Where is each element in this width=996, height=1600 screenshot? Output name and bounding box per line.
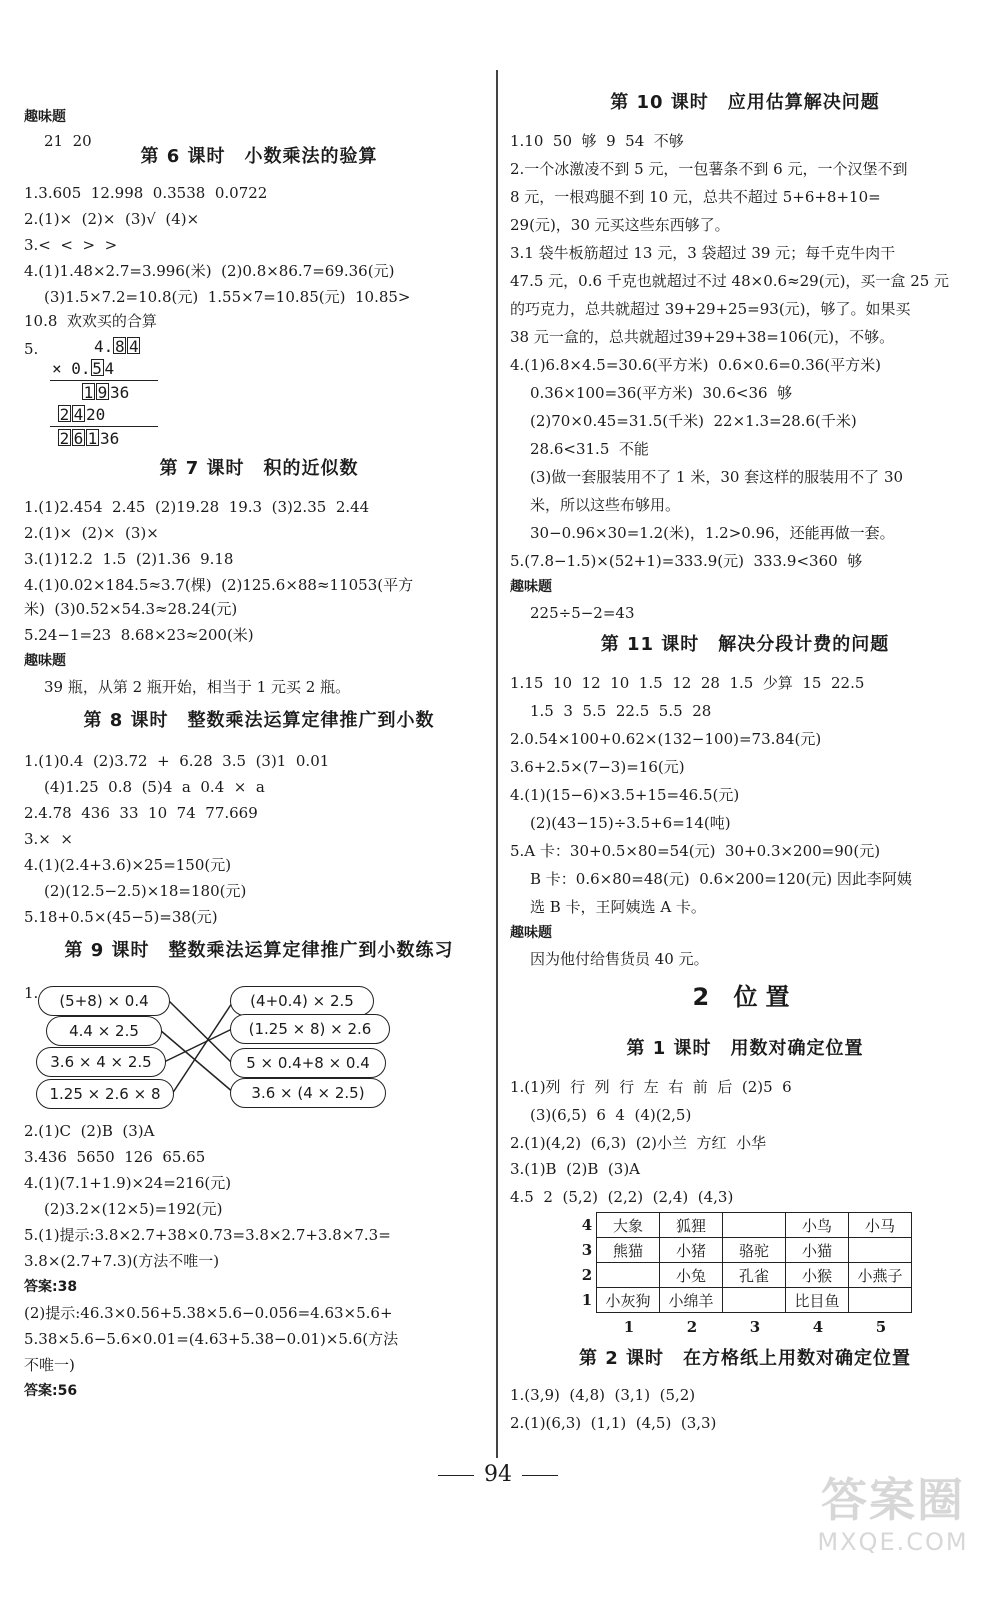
grid-cell: 小马 <box>849 1213 912 1238</box>
answer-line: 4.(1)1.48×2.7=3.996(米) (2)0.8×86.7=69.36(元) <box>24 262 395 280</box>
answer-line: 不唯一) <box>24 1356 75 1374</box>
answer-line: 28.6<31.5 不能 <box>530 440 649 458</box>
column-label: 1 <box>623 1318 635 1336</box>
answer-line: 3.8×(2.7+7.3)(方法不唯一) <box>24 1252 220 1270</box>
unit-2-title: 2 位置 <box>692 983 798 1011</box>
watermark-url: MXQE.COM <box>817 1528 969 1556</box>
answer-line: 3.436 5650 126 65.65 <box>24 1148 206 1166</box>
calc-row-5: 2 6 1 36 <box>59 429 120 448</box>
answer-line: 1.(3,9) (4,8) (3,1) (5,2) <box>510 1386 696 1404</box>
answer-line: 3.1 袋牛板筋超过 13 元，3 袋超过 39 元；每千克牛肉干 <box>510 244 896 262</box>
answer-line: 答案:56 <box>24 1383 78 1399</box>
watermark-logo-text: 答案圈 <box>821 1473 965 1527</box>
question-1-label: 1. <box>24 984 39 1002</box>
vertical-multiplication <box>34 336 174 446</box>
unit-2-lesson-2-title: 第 2 课时 在方格纸上用数对确定位置 <box>578 1348 912 1369</box>
answer-line: 2.0.54×100+0.62×(132−100)=73.84(元) <box>510 730 822 748</box>
lesson-10-title: 第 10 课时 应用估算解决问题 <box>610 92 880 113</box>
column-label: 5 <box>875 1318 887 1336</box>
answer-line: (2)(43−15)÷3.5+6=14(吨) <box>530 814 731 832</box>
calc-row-4: 2 4 20 <box>59 405 106 424</box>
answer-line: 1.10 50 够 9 54 不够 <box>510 132 684 150</box>
lesson-7-title: 第 7 课时 积的近似数 <box>159 458 359 479</box>
grid-cell: 小猴 <box>786 1263 849 1288</box>
row-label: 4 <box>581 1216 593 1234</box>
calc-row-2: × 0. 5 4 <box>52 359 115 378</box>
grid-cell: 比目鱼 <box>786 1288 849 1313</box>
calc-row-3: 1 9 36 <box>83 383 130 402</box>
answer-line: 4.5 2 (5,2) (2,2) (2,4) (4,3) <box>510 1188 734 1206</box>
grid-cell: 小灰狗 <box>597 1288 660 1313</box>
row-label: 3 <box>581 1241 593 1259</box>
answer-line: 3.6+2.5×(7−3)=16(元) <box>510 758 685 776</box>
answer-line: 0.36×100=36(平方米) 30.6<36 够 <box>530 384 793 402</box>
fun-question-label: 趣味题 <box>510 579 552 595</box>
unit-2-lesson-1-title: 第 1 课时 用数对确定位置 <box>626 1038 864 1059</box>
column-label: 2 <box>686 1318 698 1336</box>
column-label: 3 <box>749 1318 761 1336</box>
grid-cell: 小鸟 <box>786 1213 849 1238</box>
answer-line: 5.A 卡：30+0.5×80=54(元) 30+0.3×200=90(元) <box>510 842 881 860</box>
right-expression-cloud: (1.25 × 8) × 2.6 <box>230 1014 390 1044</box>
fun-question-answer: 因为他付给售货员 40 元。 <box>530 950 709 968</box>
answer-line: (4)1.25 0.8 (5)4 a 0.4 × a <box>44 778 265 796</box>
row-label: 2 <box>581 1266 593 1284</box>
answer-line: 2.(1)× (2)× (3)√ (4)× <box>24 210 200 228</box>
answer-line: 1.5 3 5.5 22.5 5.5 28 <box>530 702 712 720</box>
answer-line: 2.(1)(6,3) (1,1) (4,5) (3,3) <box>510 1414 717 1432</box>
fun-question-answer: 225÷5−2=43 <box>530 604 635 622</box>
answer-line: 1.3.605 12.998 0.3538 0.0722 <box>24 184 268 202</box>
answer-line: 1.15 10 12 10 1.5 12 28 1.5 少算 15 22.5 <box>510 674 865 692</box>
answer-line: B 卡：0.6×80=48(元) 0.6×200=120(元) 因此李阿姨 <box>530 870 912 888</box>
answer-line: 答案:38 <box>24 1279 78 1295</box>
grid-cell <box>723 1288 786 1313</box>
grid-cell <box>849 1288 912 1313</box>
answer-line: (3)(6,5) 6 4 (4)(2,5) <box>530 1106 692 1124</box>
answer-line: (2)70×0.45=31.5(千米) 22×1.3=28.6(千米) <box>530 412 857 430</box>
answer-line: 选 B 卡，王阿姨选 A 卡。 <box>530 898 706 916</box>
grid-cell: 骆驼 <box>723 1238 786 1263</box>
grid-cell: 小燕子 <box>849 1263 912 1288</box>
lesson-8-title: 第 8 课时 整数乘法运算定律推广到小数 <box>83 710 435 731</box>
answer-line: 4.(1)0.02×184.5≈3.7(棵) (2)125.6×88≈11053(平方 <box>24 576 414 594</box>
animal-position-grid <box>578 1212 912 1313</box>
answer-line: (2)提示:46.3×0.56+5.38×5.6−0.056=4.63×5.6+ <box>24 1304 393 1322</box>
fun-question-label: 趣味题 <box>24 653 66 669</box>
row-label: 1 <box>581 1291 593 1309</box>
grid-cell: 熊猫 <box>597 1238 660 1263</box>
answer-line: 4.(1)6.8×4.5=30.6(平方米) 0.6×0.6=0.36(平方米) <box>510 356 881 374</box>
calc-line <box>50 426 158 427</box>
answer-line: 5.18+0.5×(45−5)=38(元) <box>24 908 218 926</box>
grid-row <box>578 1213 912 1238</box>
fun-question-answer: 21 20 <box>44 132 92 150</box>
answer-line: 4.(1)(2.4+3.6)×25=150(元) <box>24 856 232 874</box>
answer-line: 3.× × <box>24 830 73 848</box>
grid-row <box>578 1288 912 1313</box>
answer-line: 38 元一盒的，总共就超过39+29+38=106(元)，不够。 <box>510 328 895 346</box>
grid-cell: 大象 <box>597 1213 660 1238</box>
page-number: 94 <box>0 1462 996 1487</box>
answer-line: 47.5 元，0.6 千克也就超过不过 48×0.6≈29(元)，买一盒 25 元 <box>510 272 950 290</box>
page-number-dash <box>522 1475 558 1476</box>
answer-line: 米，所以这些布够用。 <box>530 496 681 514</box>
lesson-6-title: 第 6 课时 小数乘法的验算 <box>140 146 378 167</box>
answer-line: 4.(1)(7.1+1.9)×24=216(元) <box>24 1174 232 1192</box>
grid-cell: 孔雀 <box>723 1263 786 1288</box>
left-expression-cloud: (5+8) × 0.4 <box>38 986 170 1016</box>
answer-line: (3)1.5×7.2=10.8(元) 1.55×7=10.85(元) 10.85> <box>44 288 411 306</box>
answer-line: 2.一个冰激凌不到 5 元，一包薯条不到 6 元，一个汉堡不到 <box>510 160 908 178</box>
grid-cell: 小绵羊 <box>660 1288 723 1313</box>
lesson-11-title: 第 11 课时 解决分段计费的问题 <box>600 634 890 655</box>
calc-line <box>50 380 158 381</box>
answer-line: 5.(7.8−1.5)×(52+1)=333.9(元) 333.9<360 够 <box>510 552 863 570</box>
fun-question-label: 趣味题 <box>510 925 552 941</box>
answer-line: (2)3.2×(12×5)=192(元) <box>44 1200 223 1218</box>
answer-line: (2)(12.5−2.5)×18=180(元) <box>44 882 247 900</box>
grid-cell: 小兔 <box>660 1263 723 1288</box>
answer-line: 8 元，一根鸡腿不到 10 元，总共不超过 5+6+8+10= <box>510 188 881 206</box>
grid-cell: 小猪 <box>660 1238 723 1263</box>
grid-row <box>578 1263 912 1288</box>
grid-cell <box>597 1263 660 1288</box>
answer-line: 的巧克力，总共就超过 39+29+25=93(元)，够了。如果买 <box>510 300 911 318</box>
calc-row-1: 4. 8 4 <box>94 337 139 356</box>
grid-cell: 小猫 <box>786 1238 849 1263</box>
match-line <box>164 1028 234 1062</box>
question-5-label: 5. <box>24 340 39 358</box>
answer-line: 米) (3)0.52×54.3≈28.24(元) <box>24 600 238 618</box>
answer-line: 2.4.78 436 33 10 74 77.669 <box>24 804 258 822</box>
grid-cell <box>723 1213 786 1238</box>
answer-line: 1.(1)0.4 (2)3.72 + 6.28 3.5 (3)1 0.01 <box>24 752 330 770</box>
answer-line: 10.8 欢欢买的合算 <box>24 312 157 330</box>
answer-line: 5.38×5.6−5.6×0.01=(4.63+5.38−0.01)×5.6(方法 <box>24 1330 399 1348</box>
answer-line: 2.(1)C (2)B (3)A <box>24 1122 155 1140</box>
page-number-dash <box>438 1475 474 1476</box>
fun-question-label: 趣味题 <box>24 109 66 125</box>
answer-line: 5.24−1=23 8.68×23≈200(米) <box>24 626 254 644</box>
answer-line: 5.(1)提示:3.8×2.7+38×0.73=3.8×2.7+3.8×7.3= <box>24 1226 391 1244</box>
match-line <box>160 1030 234 1093</box>
answer-line: 1.(1)2.454 2.45 (2)19.28 19.3 (3)2.35 2.44 <box>24 498 370 516</box>
right-expression-cloud: 3.6 × (4 × 2.5) <box>230 1078 386 1108</box>
grid-cell <box>849 1238 912 1263</box>
answer-line: 29(元)，30 元买这些东西够了。 <box>510 216 730 234</box>
answer-line: 3.< < > > <box>24 236 118 254</box>
answer-line: 3.(1)B (2)B (3)A <box>510 1160 641 1178</box>
fun-question-answer: 39 瓶，从第 2 瓶开始，相当于 1 元买 2 瓶。 <box>44 678 351 696</box>
left-expression-cloud: 1.25 × 2.6 × 8 <box>36 1079 174 1109</box>
answer-line: 30−0.96×30=1.2(米)，1.2>0.96，还能再做一套。 <box>530 524 895 542</box>
right-expression-cloud: 5 × 0.4+8 × 0.4 <box>230 1048 386 1078</box>
left-expression-cloud: 3.6 × 4 × 2.5 <box>36 1047 166 1077</box>
answer-line: 2.(1)× (2)× (3)× <box>24 524 159 542</box>
lesson-9-title: 第 9 课时 整数乘法运算定律推广到小数练习 <box>64 940 454 961</box>
grid-cell: 狐狸 <box>660 1213 723 1238</box>
answer-line: 4.(1)(15−6)×3.5+15=46.5(元) <box>510 786 740 804</box>
column-label: 4 <box>812 1318 824 1336</box>
site-watermark <box>808 1472 978 1572</box>
left-expression-cloud: 4.4 × 2.5 <box>46 1016 162 1046</box>
right-expression-cloud: (4+0.4) × 2.5 <box>230 986 374 1016</box>
answer-line: 1.(1)列 行 列 行 左 右 前 后 (2)5 6 <box>510 1078 792 1096</box>
grid-row <box>578 1238 912 1263</box>
answer-line: (3)做一套服装用不了 1 米，30 套这样的服装用不了 30 <box>530 468 904 486</box>
answer-line: 3.(1)12.2 1.5 (2)1.36 9.18 <box>24 550 234 568</box>
answer-line: 2.(1)(4,2) (6,3) (2)小兰 方红 小华 <box>510 1134 767 1152</box>
column-divider <box>496 70 498 1458</box>
